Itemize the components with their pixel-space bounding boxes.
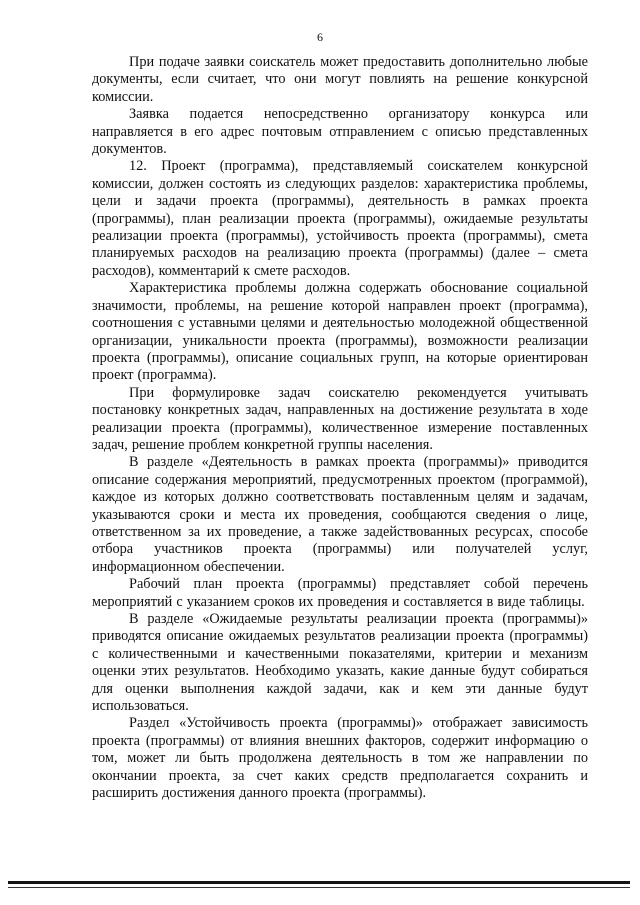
footer-divider [8,881,630,884]
page-number: 6 [317,30,323,44]
document-body [92,54,588,802]
paragraph-task-formulation: При формулировке задач соискателю рекомендуется учитывать постановку конкретных задач, направленных на достижение результата в ходе реализации проекта (программы), количественное измерение поставленных задач, решение проблем конкретной группы населения. [92,384,588,453]
paragraph-application-submission: Заявка подается непосредственно организатору конкурса или направляется в его адрес почтовым отправлением с описью представленных документов. [92,106,588,158]
paragraph-project-activities: В разделе «Деятельность в рамках проекта (программы)» приводится описание содержания мероприятий, предусмотренных проектом (программой), каждое из которых должно соответствовать поставленным целям и задачам, указываются сроки и места их проведения, сообщаются сведения о лице, ответственном за их проведение, а также задействованных ресурсах, способе отбора участников проекта (программы) или получателей услуг, информационном обеспечении. [92,454,588,575]
paragraph-work-plan: Рабочий план проекта (программы) представляет собой перечень мероприятий с указанием сроков их проведения и составляется в виде таблицы. [92,576,588,610]
footer-divider-thin [8,887,630,888]
paragraph-expected-results: В разделе «Ожидаемые результаты реализации проекта (программы)» приводятся описание ожидаемых результатов реализации проекта (программы) с количественными и качественными показателями, критерии и механизм оценки этих результатов. Необходимо указать, какие данные будут собираться для оценки выполнения каждой задачи, как и кем эти данные будут использоваться. [92,611,588,715]
paragraph-additional-documents: При подаче заявки соискатель может предоставить дополнительно любые документы, если считает, что они могут повлиять на решение конкурсной комиссии. [92,54,588,105]
paragraph-problem-description: Характеристика проблемы должна содержать обоснование социальной значимости, проблемы, на решение которой направлен проект (программа), соотношения с уставными целями и деятельностью молодежной общественной организации, уникальности проекта (программы), возможности реализации проекта (программы), описание социальных групп, на которые ориентирован проект (программа). [92,280,588,384]
paragraph-project-sections: 12. Проект (программа), представляемый соискателем конкурсной комиссии, должен состоять из следующих разделов: характеристика проблемы, цели и задачи проекта (программы), деятельность в рамках проекта (программы), план реализации проекта (программы), ожидаемые результаты реализации проекта (программы), устойчивость проекта (программы), смета планируемых расходов на реализацию проекта (программы) (далее – смета расходов), комментарий к смете расходов. [92,158,588,279]
paragraph-project-sustainability: Раздел «Устойчивость проекта (программы)» отображает зависимость проекта (программы) от влияния внешних факторов, содержит информацию о том, может ли быть продолжена деятельность в том же направлении по окончании проекта, за счет каких средств предполагается сохранить и расширить достижения данного проекта (программы). [92,715,588,802]
